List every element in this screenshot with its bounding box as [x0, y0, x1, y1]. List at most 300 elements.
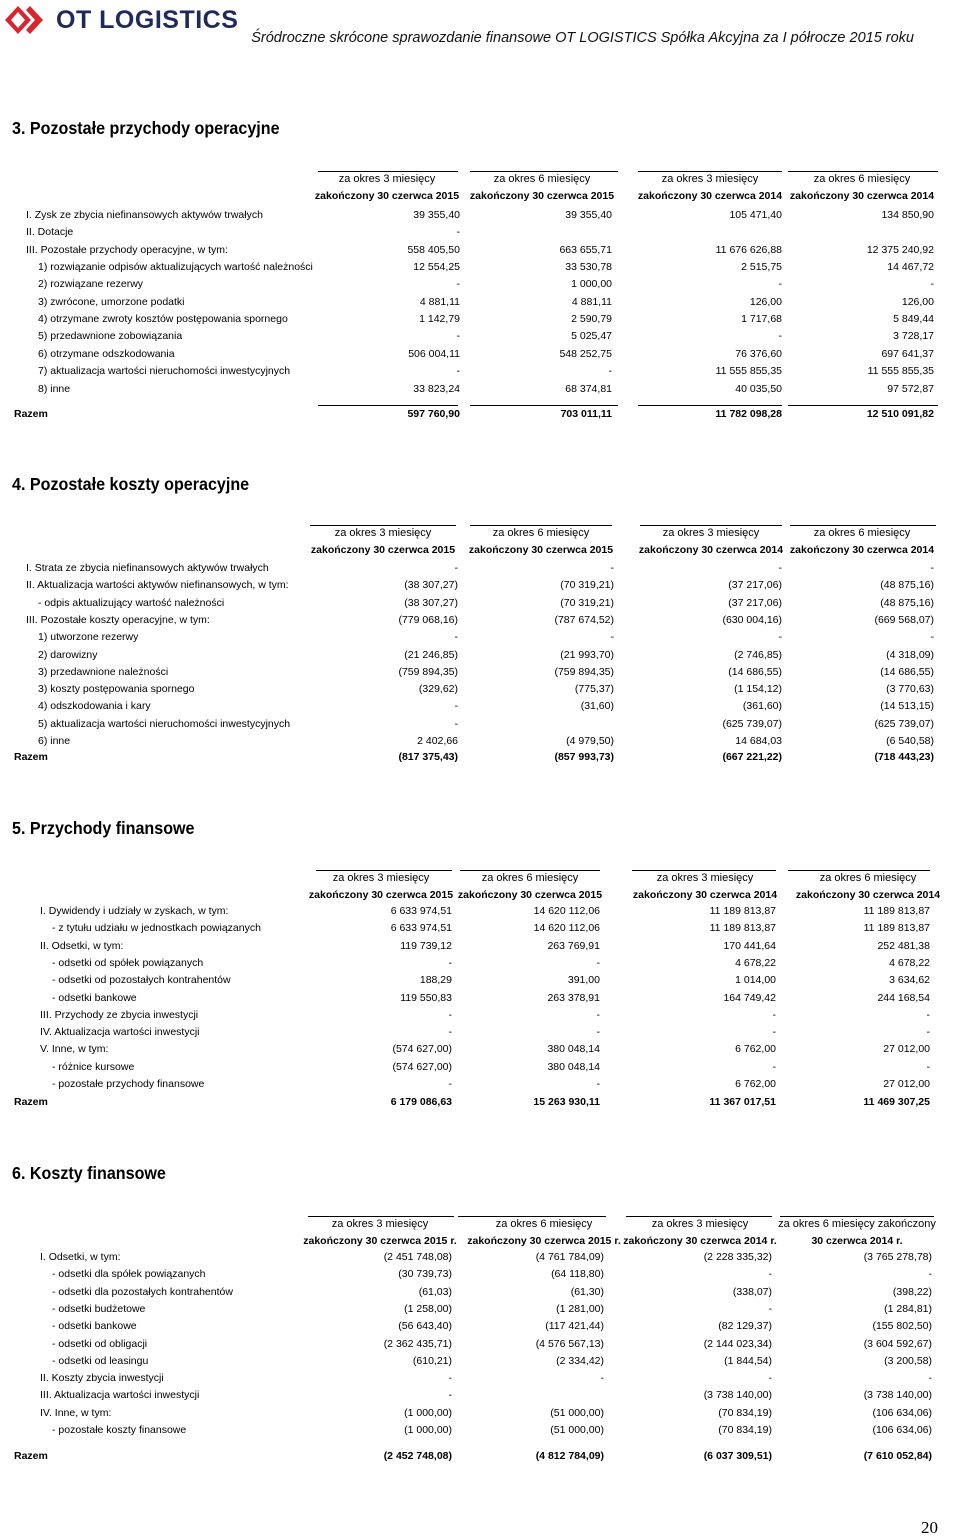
- table-row: [0, 683, 960, 700]
- header-rule: [632, 870, 776, 871]
- column-header-period: za okres 3 miesięcy: [332, 872, 430, 884]
- column-header-period: za okres 6 miesięcy: [495, 1218, 593, 1230]
- cell-value: 663 655,71: [559, 243, 612, 256]
- cell-value: (630 004,16): [722, 613, 782, 626]
- row-label: I. Zysk ze zbycia niefinansowych aktywów trwałych: [26, 209, 263, 221]
- cell-value: 4 881,11: [571, 295, 612, 308]
- table-row: [0, 614, 960, 631]
- cell-value: (574 627,00): [392, 1043, 452, 1056]
- cell-value: (1 000,00): [404, 1406, 452, 1419]
- table-row: [0, 313, 960, 330]
- cell-value: 14 620 112,06: [533, 922, 600, 935]
- cell-value: 105 471,40: [729, 209, 782, 221]
- cell-value: -: [596, 956, 600, 969]
- cell-value: (6 540,58): [886, 735, 934, 747]
- cell-value: 1 717,68: [741, 313, 782, 326]
- cell-value: 263 378,91: [547, 991, 600, 1004]
- total-rule: [470, 405, 618, 406]
- header-rule: [638, 171, 782, 172]
- row-label: - różnice kursowe: [52, 1060, 135, 1073]
- column-header-period: za okres 6 miesięcy: [481, 872, 579, 884]
- ot-logistics-logo-icon: [4, 5, 48, 35]
- total-value: (667 221,22): [722, 751, 782, 763]
- row-label: 2) rozwiązane rezerwy: [38, 278, 144, 291]
- cell-value: (2 228 335,32): [703, 1251, 772, 1263]
- total-row: [0, 751, 960, 768]
- cell-value: 2 515,75: [741, 261, 782, 274]
- table-row: [0, 365, 960, 382]
- cell-value: 12 375 240,92: [866, 243, 934, 256]
- column-header-period: za okres 3 miesięcy: [331, 1218, 429, 1230]
- header-rule: [470, 171, 618, 172]
- header-rule: [626, 1216, 772, 1217]
- cell-value: (117 421,44): [545, 1320, 604, 1333]
- cell-value: (38 307,27): [404, 579, 458, 592]
- table-row: [0, 1009, 960, 1026]
- cell-value: 4 881,11: [419, 295, 460, 308]
- cell-value: (787 674,52): [554, 613, 614, 626]
- column-header-date: zakończony 30 czerwca 2014: [789, 190, 935, 202]
- cell-value: (51 000,00): [550, 1424, 604, 1436]
- cell-value: 6 762,00: [735, 1078, 776, 1090]
- cell-value: 11 189 813,87: [863, 905, 930, 917]
- row-label: 6) otrzymane odszkodowania: [38, 347, 175, 360]
- cell-value: (155 802,50): [872, 1320, 932, 1333]
- cell-value: (779 068,16): [398, 613, 458, 626]
- cell-value: 188,29: [419, 974, 452, 987]
- table-row: [0, 1338, 960, 1355]
- row-label: II. Dotacje: [26, 226, 74, 239]
- table-row: [0, 905, 960, 922]
- cell-value: (30 739,73): [398, 1268, 452, 1281]
- row-label: 5) aktualizacja wartości nieruchomości inwestycyjnych: [38, 717, 291, 730]
- total-row: [0, 1096, 960, 1113]
- row-label: - odsetki od obligacji: [52, 1337, 148, 1350]
- cell-value: 4 678,22: [735, 956, 776, 969]
- cell-value: (56 643,40): [398, 1320, 452, 1333]
- cell-value: 5 025,47: [571, 330, 612, 343]
- cell-value: 697 641,37: [881, 347, 934, 360]
- cell-value: (70 834,19): [718, 1424, 772, 1436]
- table-row: [0, 1078, 960, 1095]
- cell-value: -: [600, 1372, 604, 1385]
- total-value: (817 375,43): [398, 751, 458, 763]
- table-row: [0, 330, 960, 347]
- row-label: - odsetki od spółek powiązanych: [52, 956, 204, 969]
- row-label: 3) przedawnione należności: [38, 665, 169, 678]
- row-label: III. Aktualizacja wartości inwestycji: [40, 1389, 200, 1402]
- table-row: [0, 1061, 960, 1078]
- cell-value: -: [768, 1372, 772, 1385]
- cell-value: 5 849,44: [893, 313, 934, 326]
- row-label: V. Inne, w tym:: [40, 1043, 109, 1056]
- cell-value: (4 979,50): [566, 735, 614, 747]
- cell-value: (51 000,00): [550, 1406, 604, 1419]
- cell-value: -: [454, 717, 458, 730]
- column-header-period: za okres 6 miesięcy: [813, 173, 911, 185]
- cell-value: 391,00: [567, 974, 600, 987]
- row-label: 2) darowizny: [38, 648, 98, 661]
- cell-value: -: [610, 562, 614, 574]
- column-header-date: zakończony 30 czerwca 2015 r.: [467, 1235, 621, 1247]
- cell-value: (2 451 748,08): [383, 1251, 452, 1263]
- table-row: [0, 992, 960, 1009]
- cell-value: (2 334,42): [556, 1354, 604, 1367]
- cell-value: (70 834,19): [718, 1406, 772, 1419]
- cell-value: -: [772, 1026, 776, 1039]
- page-number: 20: [921, 1518, 938, 1537]
- cell-value: -: [454, 631, 458, 644]
- cell-value: 380 048,14: [547, 1043, 600, 1056]
- cell-value: -: [768, 1268, 772, 1281]
- cell-value: 40 035,50: [735, 382, 782, 395]
- cell-value: 126,00: [749, 295, 782, 308]
- row-label: 4) odszkodowania i kary: [38, 700, 151, 713]
- cell-value: (1 258,00): [404, 1302, 452, 1315]
- row-label: IV. Inne, w tym:: [40, 1406, 112, 1419]
- cell-value: (4 318,09): [886, 648, 934, 661]
- column-header-period: za okres 3 miesięcy: [661, 173, 759, 185]
- column-header-date: zakończony 30 czerwca 2014: [637, 190, 783, 202]
- cell-value: -: [778, 562, 782, 574]
- column-header-period: za okres 6 miesięcy: [493, 173, 591, 185]
- cell-value: (574 627,00): [392, 1060, 452, 1073]
- row-label: I. Strata ze zbycia niefinansowych aktywów trwałych: [26, 562, 269, 574]
- header-rule: [318, 171, 458, 172]
- table-row: [0, 700, 960, 717]
- column-header-date: zakończony 30 czerwca 2014: [632, 889, 778, 901]
- table-row: [0, 922, 960, 939]
- table-row: [0, 1251, 960, 1268]
- cell-value: (21 246,85): [404, 648, 458, 661]
- column-header-period: za okres 3 miesięcy: [334, 527, 432, 539]
- header-rule: [640, 525, 782, 526]
- total-value: 703 011,11: [560, 408, 612, 420]
- row-label: III. Przychody ze zbycia inwestycji: [40, 1008, 199, 1021]
- total-value: 11 782 098,28: [715, 408, 782, 420]
- cell-value: (1 000,00): [404, 1424, 452, 1436]
- cell-value: -: [448, 1026, 452, 1039]
- header-rule: [788, 870, 930, 871]
- cell-value: 548 252,75: [559, 347, 612, 360]
- column-header-date: zakończony 30 czerwca 2014: [789, 544, 935, 556]
- row-label: 6) inne: [38, 735, 71, 747]
- cell-value: 2 402,66: [417, 735, 458, 747]
- table-row: [0, 1303, 960, 1320]
- table-row: [0, 579, 960, 596]
- header-rule: [458, 1216, 606, 1217]
- column-header-period: za okres 6 miesięcy: [492, 527, 590, 539]
- column-header-date: zakończony 30 czerwca 2015: [310, 544, 456, 556]
- cell-value: (48 875,16): [880, 596, 934, 609]
- cell-value: -: [778, 330, 782, 343]
- cell-value: (70 319,21): [560, 579, 614, 592]
- table-row: [0, 226, 960, 243]
- row-label: IV. Aktualizacja wartości inwestycji: [40, 1026, 200, 1039]
- cell-value: 4 678,22: [889, 956, 930, 969]
- row-label: 1) utworzone rezerwy: [38, 631, 139, 644]
- cell-value: 97 572,87: [887, 382, 934, 395]
- cell-value: 11 555 855,35: [715, 365, 782, 378]
- row-label: - pozostałe koszty finansowe: [52, 1424, 187, 1436]
- cell-value: 11 676 626,88: [715, 243, 782, 256]
- header-rule: [790, 525, 936, 526]
- row-label: I. Odsetki, w tym:: [40, 1251, 121, 1263]
- cell-value: (3 200,58): [884, 1354, 932, 1367]
- column-header-date: 30 czerwca 2014 r.: [811, 1235, 903, 1247]
- company-logo: [4, 2, 238, 38]
- column-header-date: zakończony 30 czerwca 2015: [468, 544, 614, 556]
- cell-value: 119 739,12: [400, 939, 452, 952]
- document-title: Śródroczne skrócone sprawozdanie finansowe OT LOGISTICS Spółka Akcyjna za I półrocze 2015 roku: [251, 30, 914, 46]
- cell-value: 76 376,60: [735, 347, 782, 360]
- column-header-period: za okres 3 miesięcy: [662, 527, 760, 539]
- cell-value: -: [772, 1008, 776, 1021]
- cell-value: (37 217,06): [728, 579, 782, 592]
- row-label: - odsetki od pozostałych kontrahentów: [52, 974, 231, 987]
- cell-value: -: [608, 365, 612, 378]
- cell-value: (759 894,35): [554, 665, 614, 678]
- cell-value: 39 355,40: [413, 209, 460, 221]
- total-label: Razem: [14, 408, 48, 420]
- column-header-period: za okres 3 miesięcy: [656, 872, 754, 884]
- cell-value: (21 993,70): [560, 648, 614, 661]
- row-label: - odsetki dla pozostałych kontrahentów: [52, 1285, 233, 1298]
- total-value: (2 452 748,08): [383, 1450, 452, 1462]
- row-label: - odsetki bankowe: [52, 1320, 137, 1333]
- column-header-date: zakończony 30 czerwca 2015 r.: [303, 1235, 457, 1247]
- cell-value: (669 568,07): [874, 613, 934, 626]
- cell-value: 2 590,79: [571, 313, 612, 326]
- cell-value: (329,62): [418, 683, 458, 696]
- table-row: [0, 278, 960, 295]
- cell-value: 33 530,78: [565, 261, 612, 274]
- header-rule: [780, 1216, 934, 1217]
- cell-value: (38 307,27): [404, 596, 458, 609]
- total-label: Razem: [14, 751, 48, 763]
- cell-value: -: [596, 1026, 600, 1039]
- row-label: 7) aktualizacja wartości nieruchomości inwestycyjnych: [38, 365, 291, 378]
- cell-value: 170 441,64: [723, 939, 776, 952]
- column-header-date: zakończony 30 czerwca 2014: [638, 544, 784, 556]
- header-rule: [316, 870, 452, 871]
- cell-value: -: [454, 700, 458, 713]
- cell-value: (1 284,81): [884, 1302, 932, 1315]
- table-row: [0, 1286, 960, 1303]
- cell-value: (14 686,55): [728, 665, 782, 678]
- cell-value: (14 513,15): [880, 700, 934, 713]
- table-row: [0, 1268, 960, 1285]
- column-header-date: zakończony 30 czerwca 2014 r.: [623, 1235, 777, 1247]
- table-row: [0, 1355, 960, 1372]
- cell-value: (2 144 023,34): [703, 1337, 772, 1350]
- table-row: [0, 1043, 960, 1060]
- cell-value: 244 168,54: [877, 991, 930, 1004]
- cell-value: (610,21): [412, 1354, 452, 1367]
- cell-value: -: [926, 1008, 930, 1021]
- cell-value: -: [456, 278, 460, 291]
- table-row: [0, 1026, 960, 1043]
- cell-value: -: [456, 365, 460, 378]
- cell-value: -: [926, 1060, 930, 1073]
- cell-value: (31,60): [580, 700, 614, 713]
- cell-value: -: [930, 278, 934, 291]
- cell-value: -: [448, 1372, 452, 1385]
- header-rule: [310, 525, 456, 526]
- row-label: II. Odsetki, w tym:: [40, 939, 124, 952]
- cell-value: -: [448, 956, 452, 969]
- row-label: 5) przedawnione zobowiązania: [38, 330, 183, 343]
- cell-value: 252 481,38: [877, 939, 930, 952]
- column-header-period: za okres 6 miesięcy zakończony: [778, 1218, 936, 1230]
- total-value: 15 263 930,11: [533, 1096, 600, 1108]
- cell-value: (3 738 140,00): [863, 1389, 932, 1402]
- cell-value: 164 749,42: [723, 991, 776, 1004]
- header-rule: [788, 171, 938, 172]
- table-row: [0, 631, 960, 648]
- cell-value: 14 620 112,06: [533, 905, 600, 917]
- table-row: [0, 1372, 960, 1389]
- row-label: - z tytułu udziału w jednostkach powiązanych: [52, 922, 261, 935]
- table-row: [0, 957, 960, 974]
- cell-value: -: [778, 278, 782, 291]
- cell-value: (64 118,80): [551, 1268, 604, 1281]
- cell-value: 3 728,17: [893, 330, 934, 343]
- table-row: [0, 1389, 960, 1406]
- cell-value: -: [928, 1268, 932, 1281]
- cell-value: (4 576 567,13): [535, 1337, 604, 1350]
- row-label: - odsetki budżetowe: [52, 1302, 146, 1315]
- column-header-period: za okres 3 miesięcy: [338, 173, 436, 185]
- cell-value: (4 761 784,09): [535, 1251, 604, 1263]
- table-row: [0, 649, 960, 666]
- cell-value: 506 004,11: [408, 347, 460, 360]
- section-title: 6. Koszty finansowe: [12, 1163, 166, 1183]
- total-rule: [788, 405, 938, 406]
- column-header-date: zakończony 30 czerwca 2014: [795, 889, 941, 901]
- cell-value: -: [448, 1389, 452, 1402]
- cell-value: -: [456, 226, 460, 239]
- cell-value: 27 012,00: [883, 1078, 930, 1090]
- cell-value: -: [928, 1372, 932, 1385]
- row-label: III. Pozostałe przychody operacyjne, w tym:: [26, 243, 228, 256]
- cell-value: (1 281,00): [556, 1302, 604, 1315]
- cell-value: (3 604 592,67): [863, 1337, 932, 1350]
- cell-value: (106 634,06): [872, 1406, 932, 1419]
- cell-value: -: [596, 1008, 600, 1021]
- total-value: 11 367 017,51: [709, 1096, 776, 1108]
- cell-value: (37 217,06): [728, 596, 782, 609]
- row-label: - odsetki bankowe: [52, 991, 137, 1004]
- total-value: 11 469 307,25: [863, 1096, 930, 1108]
- table-row: [0, 718, 960, 735]
- row-label: 8) inne: [38, 382, 71, 395]
- cell-value: 263 769,91: [547, 939, 600, 952]
- total-row: [0, 408, 960, 425]
- table-row: [0, 383, 960, 400]
- cell-value: 12 554,25: [413, 261, 460, 274]
- cell-value: (398,22): [892, 1285, 932, 1298]
- column-header-period: za okres 6 miesięcy: [819, 872, 917, 884]
- cell-value: -: [454, 562, 458, 574]
- cell-value: (61,03): [418, 1285, 452, 1298]
- column-header-period: za okres 6 miesięcy: [813, 527, 911, 539]
- row-label: I. Dywidendy i udziały w zyskach, w tym:: [40, 905, 229, 917]
- cell-value: 11 189 813,87: [709, 905, 776, 917]
- cell-value: 6 633 974,51: [390, 922, 452, 935]
- cell-value: (759 894,35): [398, 665, 458, 678]
- cell-value: (1 154,12): [734, 683, 782, 696]
- table-row: [0, 261, 960, 278]
- cell-value: 1 142,79: [419, 313, 460, 326]
- cell-value: (48 875,16): [880, 579, 934, 592]
- section-title: 5. Przychody finansowe: [12, 818, 195, 838]
- row-label: 3) zwrócone, umorzone podatki: [38, 295, 185, 308]
- total-value: 6 179 086,63: [390, 1096, 452, 1108]
- cell-value: -: [778, 631, 782, 644]
- cell-value: -: [768, 1302, 772, 1315]
- row-label: II. Aktualizacja wartości aktywów niefinansowych, w tym:: [26, 579, 289, 592]
- table-row: [0, 1320, 960, 1337]
- cell-value: (1 844,54): [724, 1354, 772, 1367]
- total-value: (857 993,73): [554, 751, 614, 763]
- cell-value: 126,00: [901, 295, 934, 308]
- cell-value: -: [448, 1008, 452, 1021]
- cell-value: -: [772, 1060, 776, 1073]
- cell-value: (3 738 140,00): [703, 1389, 772, 1402]
- cell-value: 119 550,83: [400, 991, 452, 1004]
- cell-value: 6 762,00: [735, 1043, 776, 1056]
- table-row: [0, 974, 960, 991]
- cell-value: -: [926, 1026, 930, 1039]
- header-rule: [308, 1216, 454, 1217]
- cell-value: 11 189 813,87: [709, 922, 776, 935]
- column-header-date: zakończony 30 czerwca 2015: [469, 190, 615, 202]
- column-header-date: zakończony 30 czerwca 2015: [308, 889, 454, 901]
- cell-value: (361,60): [742, 700, 782, 713]
- section-title: 4. Pozostałe koszty operacyjne: [12, 474, 250, 494]
- cell-value: 134 850,90: [881, 209, 934, 221]
- cell-value: (625 739,07): [722, 717, 782, 730]
- cell-value: 68 374,81: [565, 382, 612, 395]
- total-value: (718 443,23): [874, 751, 934, 763]
- row-label: II. Koszty zbycia inwestycji: [40, 1372, 164, 1385]
- table-row: [0, 296, 960, 313]
- cell-value: (61,30): [570, 1285, 604, 1298]
- row-label: - odsetki od leasingu: [52, 1354, 149, 1367]
- header-rule: [460, 870, 600, 871]
- cell-value: (2 362 435,71): [383, 1337, 452, 1350]
- row-label: III. Pozostałe koszty operacyjne, w tym:: [26, 613, 210, 626]
- total-row: [0, 1450, 960, 1467]
- cell-value: 33 823,24: [413, 382, 460, 395]
- row-label: - odsetki dla spółek powiązanych: [52, 1268, 206, 1281]
- row-label: 3) koszty postępowania spornego: [38, 683, 195, 696]
- total-value: (4 812 784,09): [535, 1450, 604, 1462]
- cell-value: (775,37): [574, 683, 614, 696]
- total-label: Razem: [14, 1450, 48, 1462]
- table-row: [0, 348, 960, 365]
- cell-value: -: [610, 631, 614, 644]
- cell-value: (2 746,85): [734, 648, 782, 661]
- cell-value: 1 000,00: [571, 278, 612, 291]
- total-value: (6 037 309,51): [703, 1450, 772, 1462]
- cell-value: 3 634,62: [889, 974, 930, 987]
- table-row: [0, 244, 960, 261]
- column-header-date: zakończony 30 czerwca 2015: [314, 190, 460, 202]
- table-row: [0, 597, 960, 614]
- row-label: - pozostałe przychody finansowe: [52, 1078, 205, 1090]
